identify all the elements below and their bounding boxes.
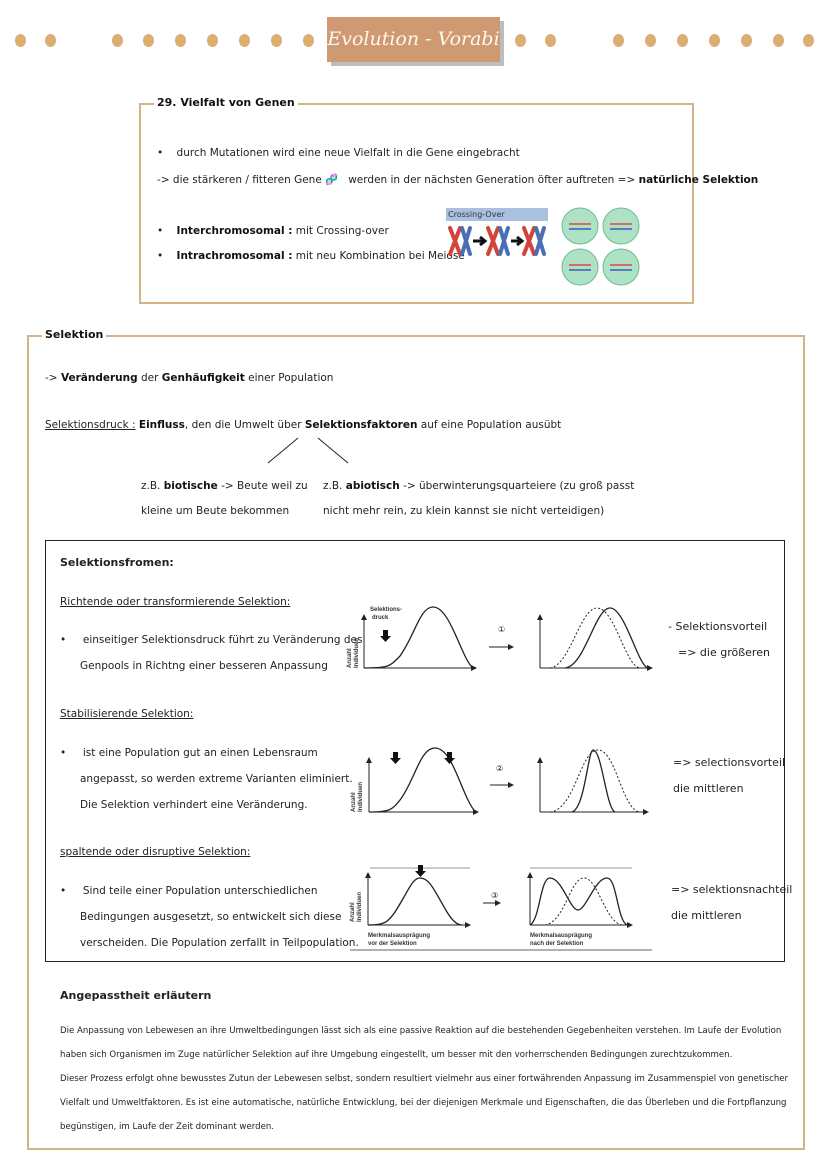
step-number: ③ — [491, 891, 499, 900]
branch-lines — [260, 436, 360, 466]
down-arrow-icon — [415, 865, 426, 877]
text: => die größeren — [678, 646, 770, 659]
text: einseitiger Selektionsdruck führt zu Veränderung des — [82, 634, 363, 646]
text-line: Dieser Prozess erfolgt ohne bewusstes Zutun der Lebewesen selbst, sondern resultiert vielmehr aus einer fortwährenden Anpassung im Zusammenspiel von genetischer — [60, 1074, 789, 1084]
text-line: begünstigen, im Laufe der Zeit dominant werden. — [60, 1122, 275, 1132]
text-line: haben sich Organismen im Zuge natürlicher Selektion auf ihre Umgebung eingestellt, um besser mit den vorherrschenden Bedingungen zurechtzukommen. — [60, 1050, 733, 1060]
x-axis-label: vor der Selektion — [368, 941, 417, 947]
selection-definition — [45, 372, 333, 384]
text: - Selektionsvorteil — [668, 620, 768, 633]
term: Genhäufigkeit — [161, 372, 245, 384]
form-description: • Sind teile einer Population unterschiedlichen Bedingungen ausgesetzt, so entwickelt sich diese verscheiden. Die Population zerfallt in Teilpopulation. — [60, 885, 359, 949]
dot — [613, 34, 624, 47]
pressure-label: Selektions- — [370, 607, 403, 613]
line-fitter-genes — [157, 173, 758, 186]
selection-forms-title: Selektionsfromen: — [60, 556, 174, 569]
text: auf eine Population ausübt — [420, 419, 562, 431]
term: Veränderung — [60, 372, 138, 384]
form-heading: Richtende oder transformierende Selektion: — [60, 596, 291, 608]
term: abiotisch — [345, 480, 400, 492]
text: angepasst, so werden extreme Varianten eliminiert. — [80, 773, 353, 785]
abiotic-factor — [323, 474, 634, 524]
text: z.B. — [141, 480, 161, 492]
adaptation-title: Angepasstheit erläutern — [60, 989, 212, 1002]
text: kleine um Beute bekommen — [141, 505, 290, 517]
form-description: • einseitiger Selektionsdruck führt zu Veränderung des Genpools in Richtng einer besseren Anpassung — [60, 634, 363, 672]
bullet-intrachromosomal: • Intrachromosomal : mit neu Kombination bei Meiose — [157, 250, 465, 262]
text: Bedingungen ausgesetzt, so entwickelt sich diese — [80, 911, 342, 923]
bullet-mutations: • durch Mutationen wird eine neue Vielfalt in die Gene eingebracht — [157, 147, 520, 159]
dot — [175, 34, 186, 47]
text-line: Vielfalt und Umweltfaktoren. Es ist eine automatische, natürliche Entwicklung, bei der diejenigen Merkmale und Eigenschaften, die das Überleben und die Fortpflanzung — [60, 1098, 787, 1108]
form-description: • ist eine Population gut an einen Lebensraum angepasst, so werden extreme Varianten eliminiert. Die Selektion verhindert eine Veränderung. — [60, 747, 353, 811]
graph-stabilizing-after — [540, 750, 648, 812]
text: Sind teile einer Population unterschiedlichen — [82, 885, 318, 897]
dot — [303, 34, 314, 47]
graph-disruptive-before — [368, 868, 470, 925]
crossing-over-chromosomes-image — [446, 224, 550, 260]
text: der — [140, 372, 159, 384]
adaptation-paragraph — [60, 1019, 788, 1139]
step-number: ② — [496, 764, 504, 773]
term: Interchromosomal : — [176, 225, 293, 237]
text: die mittleren — [671, 909, 742, 922]
form-heading: spaltende oder disruptive Selektion: — [60, 846, 251, 858]
graph-disruptive-after — [530, 868, 632, 925]
term: Selektionsfaktoren — [304, 419, 418, 431]
text: => selectionsvorteil — [673, 756, 786, 769]
biotic-factor — [141, 474, 308, 524]
form-heading: Stabilisierende Selektion: — [60, 708, 194, 720]
graph-stabilizing-before — [369, 748, 478, 812]
y-axis-label: Individuen — [357, 892, 363, 922]
x-axis-label: nach der Selektion — [530, 941, 584, 947]
text: -> Beute weil zu — [221, 480, 308, 492]
text: nicht mehr rein, zu klein kannst sie nicht verteidigen) — [323, 505, 605, 517]
dot — [545, 34, 556, 47]
x-axis-label: Merkmalsausprägung — [530, 933, 593, 939]
text: ist eine Population gut an einen Lebensraum — [82, 747, 318, 759]
dot — [515, 34, 526, 47]
crossing-over-label: Crossing-Over — [446, 208, 548, 221]
selection-pressure-definition — [45, 419, 561, 431]
text: -> überwinterungsquarteiere (zu groß passt — [403, 480, 635, 492]
dot — [271, 34, 282, 47]
y-axis-label: Individuen — [358, 782, 364, 812]
dot — [239, 34, 250, 47]
dot — [773, 34, 784, 47]
label: Selektionsdruck : — [45, 419, 136, 431]
term: Intrachromosomal : — [176, 250, 293, 262]
text-line: Die Anpassung von Lebewesen an ihre Umweltbedingungen lässt sich als eine passive Reaktion auf die bestehenden Gegebenheiten verstehen. Im Laufe der Evolution — [60, 1026, 782, 1036]
dot — [112, 34, 123, 47]
y-axis-label: Anzahl — [347, 648, 353, 668]
dot — [709, 34, 720, 47]
text: mit neu Kombination bei Meiose — [295, 250, 465, 262]
dot — [677, 34, 688, 47]
text: -> — [45, 372, 58, 384]
text: mit Crossing-over — [295, 225, 389, 237]
dot — [143, 34, 154, 47]
dot — [741, 34, 752, 47]
page-title: Evolution - Vorabi — [327, 17, 500, 62]
bullet-interchromosomal: • Interchromosomal : mit Crossing-over — [157, 225, 389, 237]
dot — [803, 34, 814, 47]
natural-selection-term: natürliche Selektion — [638, 174, 759, 186]
text: z.B. — [323, 480, 343, 492]
graph-directional-after — [540, 608, 652, 668]
text: -> die stärkeren / fitteren Gene — [157, 174, 322, 186]
dot — [45, 34, 56, 47]
text: die mittleren — [673, 782, 744, 795]
selection-graphs — [340, 600, 780, 950]
text: Genpools in Richtng einer besseren Anpassung — [80, 660, 328, 672]
term: biotische — [163, 480, 218, 492]
y-axis-label: Anzahl — [350, 902, 356, 922]
y-axis-label: Individuen — [354, 638, 360, 668]
down-arrow-icon — [380, 630, 391, 642]
text: , den die Umwelt über — [184, 419, 302, 431]
text: => selektionsnachteil — [671, 883, 793, 896]
bullet-text: durch Mutationen wird eine neue Vielfalt in die Gene eingebracht — [176, 147, 520, 159]
down-arrow-icon — [390, 752, 401, 764]
genes-section-title: 29. Vielfalt von Genen — [154, 96, 298, 109]
meiosis-cells-image — [561, 207, 641, 287]
dot — [645, 34, 656, 47]
x-axis-label: Merkmalsausprägung — [368, 933, 431, 939]
pressure-label: druck — [372, 615, 389, 621]
text: werden in der nächsten Generation öfter auftreten => — [348, 174, 636, 186]
dna-icon: 🧬 — [325, 174, 339, 186]
step-number: ① — [498, 625, 506, 634]
selection-pressure-arrows — [380, 630, 455, 877]
text: verscheiden. Die Population zerfallt in Teilpopulation. — [80, 937, 359, 949]
y-axis-label: Anzahl — [351, 792, 357, 812]
text: Die Selektion verhindert eine Veränderung. — [80, 799, 308, 811]
dot — [207, 34, 218, 47]
selection-section-title: Selektion — [42, 328, 106, 341]
dot — [15, 34, 26, 47]
text: einer Population — [248, 372, 334, 384]
term: Einfluss — [138, 419, 185, 431]
